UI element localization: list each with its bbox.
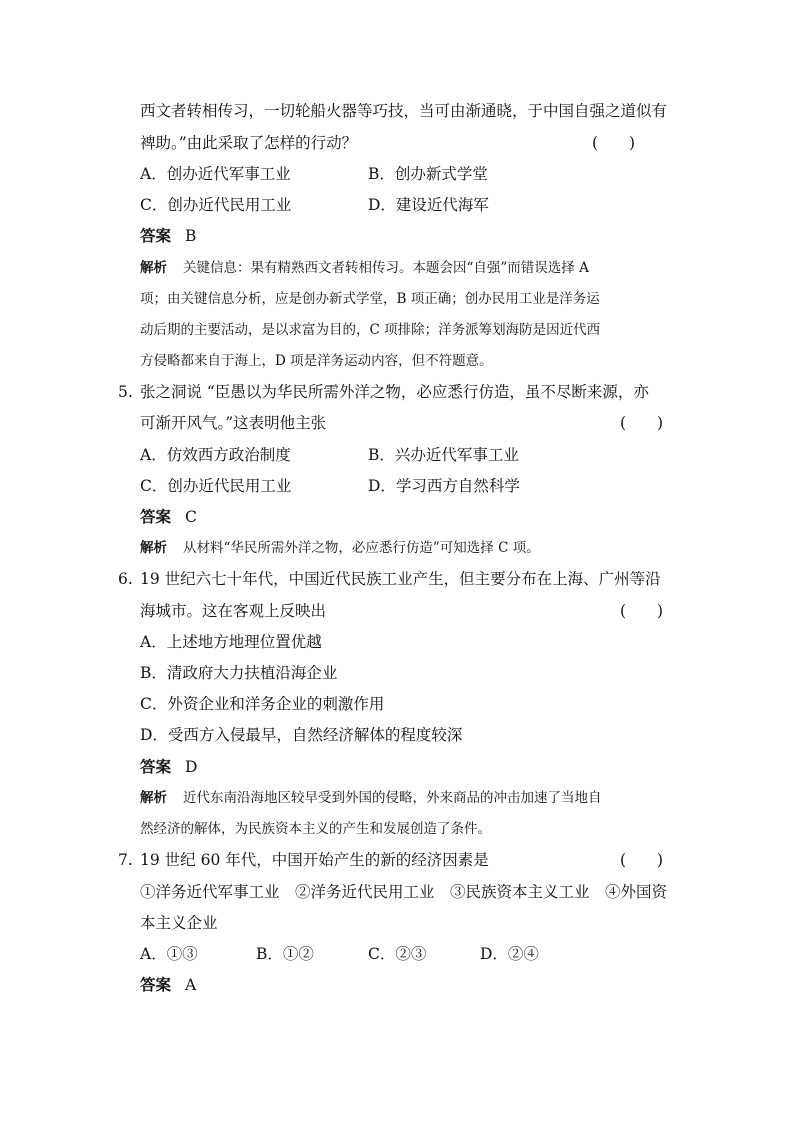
q5-number: 5. xyxy=(118,383,133,401)
q5-stem-line-1: 张之洞说 “臣愚以为华民所需外洋之物，必应悉行仿造，虽不尽断来源，亦 xyxy=(140,383,649,401)
q7-items-line-2: 本主义企业 xyxy=(140,914,218,932)
q6-analysis-line-1: 解析 近代东南沿海地区较早受到外国的侵略，外来商品的冲击加速了当地自 xyxy=(140,790,602,806)
q6-option-c: C．外资企业和洋务企业的刺激作用 xyxy=(140,695,385,713)
q6-stem-line-2: 海城市。这在客观上反映出 xyxy=(140,602,327,620)
answer-label: 答案 xyxy=(140,507,172,526)
q4-analysis-line-1: 解析 关键信息：果有精熟西文者转相传习。本题会因“自强”而错误选择 A xyxy=(140,260,589,276)
q4-analysis-line-3: 动后期的主要活动，是以求富为目的，C 项排除；洋务派筹划海防是因近代西 xyxy=(140,322,601,338)
q6-option-d: D．受西方入侵最早，自然经济解体的程度较深 xyxy=(140,726,463,744)
q4-analysis-line-4: 方侵略都来自于海上，D 项是洋务运动内容，但不符题意。 xyxy=(140,353,493,369)
q7-option-c: C．②③ xyxy=(368,945,427,963)
q5-option-a: A．仿效西方政治制度 xyxy=(140,446,291,464)
q7-number: 7. xyxy=(118,851,133,869)
q6-option-b: B．清政府大力扶植沿海企业 xyxy=(140,664,338,682)
answer-value: B xyxy=(185,227,197,245)
analysis-label: 解析 xyxy=(140,540,167,556)
q7-answer-parentheses: ( ) xyxy=(620,851,664,869)
q4-answer xyxy=(140,226,196,246)
answer-value: C xyxy=(185,508,197,526)
answer-label: 答案 xyxy=(140,975,172,994)
q7-answer xyxy=(140,975,196,995)
q7-stem: 19 世纪 60 年代，中国开始产生的新的经济因素是 xyxy=(140,851,489,869)
q4-analysis-line-2: 项；由关键信息分析，应是创办新式学堂，B 项正确；创办民用工业是洋务运 xyxy=(140,291,600,307)
q4-option-a: A．创办近代军事工业 xyxy=(140,165,291,183)
q4-option-d: D．建设近代海军 xyxy=(368,196,489,214)
q5-analysis-line-1: 解析 从材料“华民所需外洋之物，必应悉行仿造”可知选择 C 项。 xyxy=(140,540,540,556)
q6-answer-parentheses: ( ) xyxy=(620,602,664,620)
q5-option-c: C．创办近代民用工业 xyxy=(140,477,292,495)
q5-option-b: B．兴办近代军事工业 xyxy=(368,446,519,464)
q5-stem-line-2: 可渐开风气。”这表明他主张 xyxy=(140,414,327,432)
q4-stem-line-2: 裨助。”由此采取了怎样的行动？ xyxy=(140,134,358,152)
answer-label: 答案 xyxy=(140,226,172,245)
q6-answer xyxy=(140,757,197,777)
q4-answer-parentheses: ( ) xyxy=(592,134,636,152)
q7-items-line-1: ①洋务近代军事工业 ②洋务近代民用工业 ③民族资本主义工业 ④外国资 xyxy=(140,883,668,901)
q7-option-b: B．①② xyxy=(256,945,314,963)
analysis-label: 解析 xyxy=(140,790,167,806)
q4-stem-line-1: 西文者转相传习，一切轮船火器等巧技，当可由渐通晓，于中国自强之道似有 xyxy=(140,102,668,120)
q5-option-d: D．学习西方自然科学 xyxy=(368,477,520,495)
q7-option-a: A．①③ xyxy=(140,945,198,963)
q4-option-c: C．创办近代民用工业 xyxy=(140,196,292,214)
q5-answer-parentheses: ( ) xyxy=(620,414,664,432)
q6-analysis-line-2: 然经济的解体，为民族资本主义的产生和发展创造了条件。 xyxy=(140,821,491,837)
q6-option-a: A．上述地方地理位置优越 xyxy=(140,633,322,651)
q5-answer xyxy=(140,507,197,527)
answer-value: D xyxy=(185,758,198,776)
q4-option-b: B．创办新式学堂 xyxy=(368,165,488,183)
q6-stem-line-1: 19 世纪六七十年代，中国近代民族工业产生，但主要分布在上海、广州等沿 xyxy=(140,570,661,588)
answer-value: A xyxy=(185,976,197,994)
q6-number: 6. xyxy=(118,570,133,588)
q7-option-d: D．②④ xyxy=(480,945,539,963)
analysis-label: 解析 xyxy=(140,260,167,276)
answer-label: 答案 xyxy=(140,757,172,776)
